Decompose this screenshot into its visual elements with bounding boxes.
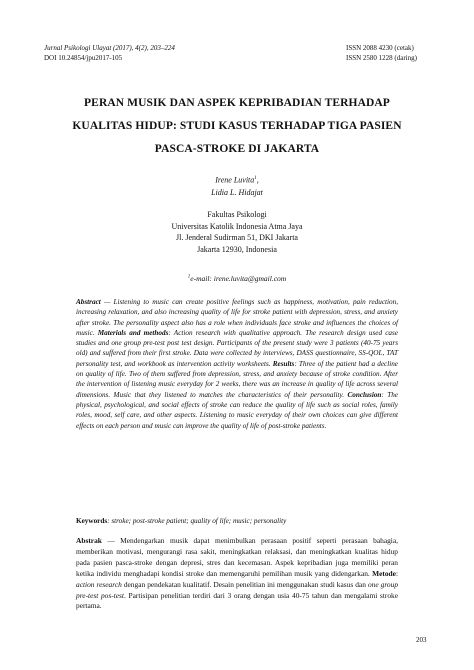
affiliation-line: Jl. Jenderal Sudirman 51, DKI Jakarta (176, 233, 298, 242)
abstract-results: : Three of the patient had a decline on quality of life. Two of them suffered from depression, stress, and anxiety because of stroke condition. After the intervention of listening music everyday for 2 weeks, there was an increase in quality of life across several dimensions. Music that they listened to matches the characteristics of their personality. (76, 359, 398, 399)
abstract-label: Abstract (76, 298, 101, 306)
author-second: Lidia L. Hidajat (211, 187, 263, 197)
abstrak-text: : (395, 568, 398, 578)
issn-block (346, 44, 417, 63)
corresponding-email (0, 274, 474, 283)
author-list (0, 173, 474, 199)
doi[interactable]: DOI 10.24854/jpu2017-105 (44, 53, 123, 62)
affiliation (0, 209, 474, 255)
affiliation-line: Fakultas Psikologi (207, 210, 267, 219)
abstrak-label: Abstrak (76, 536, 102, 545)
author-separator: , (256, 175, 259, 185)
abstrak-intro: — Mendengarkan musik dapat menimbulkan perasaan positif seperti perasaan bahagia, memberikan motivasi, mengurangi rasa sakit, meningkatkan relaksasi, dan meningkatkan kualitas hidup pada pasien pasca-stroke dengan depresi, stres dan kecemasan. Aspek kepribadian juga memiliki peran ketika individu menghadapi kondisi stroke dan memengaruhi pemilihan musik yang didengarkan. (76, 536, 398, 578)
metode-label: Metode (372, 568, 396, 578)
methods-label: Materials and methods (97, 328, 169, 337)
abstrak-italic: one group pre-test pos-test (76, 579, 399, 600)
abstract-indonesian (76, 536, 398, 612)
author-first (0, 173, 474, 187)
abstract-english (76, 297, 398, 431)
email-text[interactable]: e-mail: irene.luvita@gmail.com (190, 274, 287, 283)
page-number: 203 (416, 636, 427, 644)
results-label: Results (272, 359, 295, 368)
affiliation-line: Universitas Katolik Indonesia Atma Jaya (171, 221, 303, 231)
keywords-label: Keywords (76, 517, 108, 525)
journal-name: Jurnal Psikologi Ulayat (2017), 4(2), 203–224 (44, 44, 175, 52)
abstract-conclusion: : The physical, psychological, and social effects of stroke can reduce the quality of life such as social roles, family roles, mood, self care, and other aspects. Listening to music everyday of their own choices can give different effects on each person and music can improve the quality of life of post-stroke patients. (76, 390, 398, 430)
paper-title (44, 92, 430, 161)
issn-online: ISSN 2580 1228 (daring) (346, 53, 417, 62)
abstrak-text: . Partisipan penelitian terdiri dari 3 orang dengan usia 40-75 tahun dan mengalami stroke pertama. (76, 590, 398, 611)
keywords (76, 517, 406, 525)
abstrak-text: dengan pendekatan kualitatif. Desain penelitian ini menggunakan studi kasus dan (121, 579, 368, 589)
issn-print: ISSN 2088 4230 (cetak) (346, 44, 414, 52)
journal-citation (44, 44, 175, 63)
abstract-methods: : Action research with qualitative approach. The research design used case studies and one group pre-test post test design. Participants of the present study were 3 patients (40-75 years old) and suffered from their first stroke. Data were collected by interviews, DASS questionnaire, SS-QOL, TAT personality test, and workbook as intervention activity worksheets. (76, 328, 398, 368)
abstract-intro: — Listening to music can create positive feelings such as happiness, motivation, pain reduction, increasing relaxation, and also increasing quality of life for stroke patient with depression, stress, and anxiety after stroke. The personality aspect also has a role when individuals face stroke and influences the choices of music. (76, 298, 398, 337)
author-name: Irene Luvita (215, 175, 255, 185)
title-line: KUALITAS HIDUP: STUDI KASUS TERHADAP TIGA PASIEN (72, 120, 402, 132)
abstrak-italic: action research (76, 579, 122, 589)
author-footnote-marker: 1 (254, 176, 257, 181)
title-line: PASCA-STROKE DI JAKARTA (154, 143, 320, 155)
conclusion-label: Conclusion (347, 390, 382, 399)
title-line: PERAN MUSIK DAN ASPEK KEPRIBADIAN TERHADAP (84, 97, 390, 109)
affiliation-line: Jakarta 12930, Indonesia (197, 244, 277, 254)
keywords-text: : stroke; post-stroke patient; quality of life; music; personality (107, 517, 287, 525)
email-footnote-marker: 1 (187, 274, 191, 280)
